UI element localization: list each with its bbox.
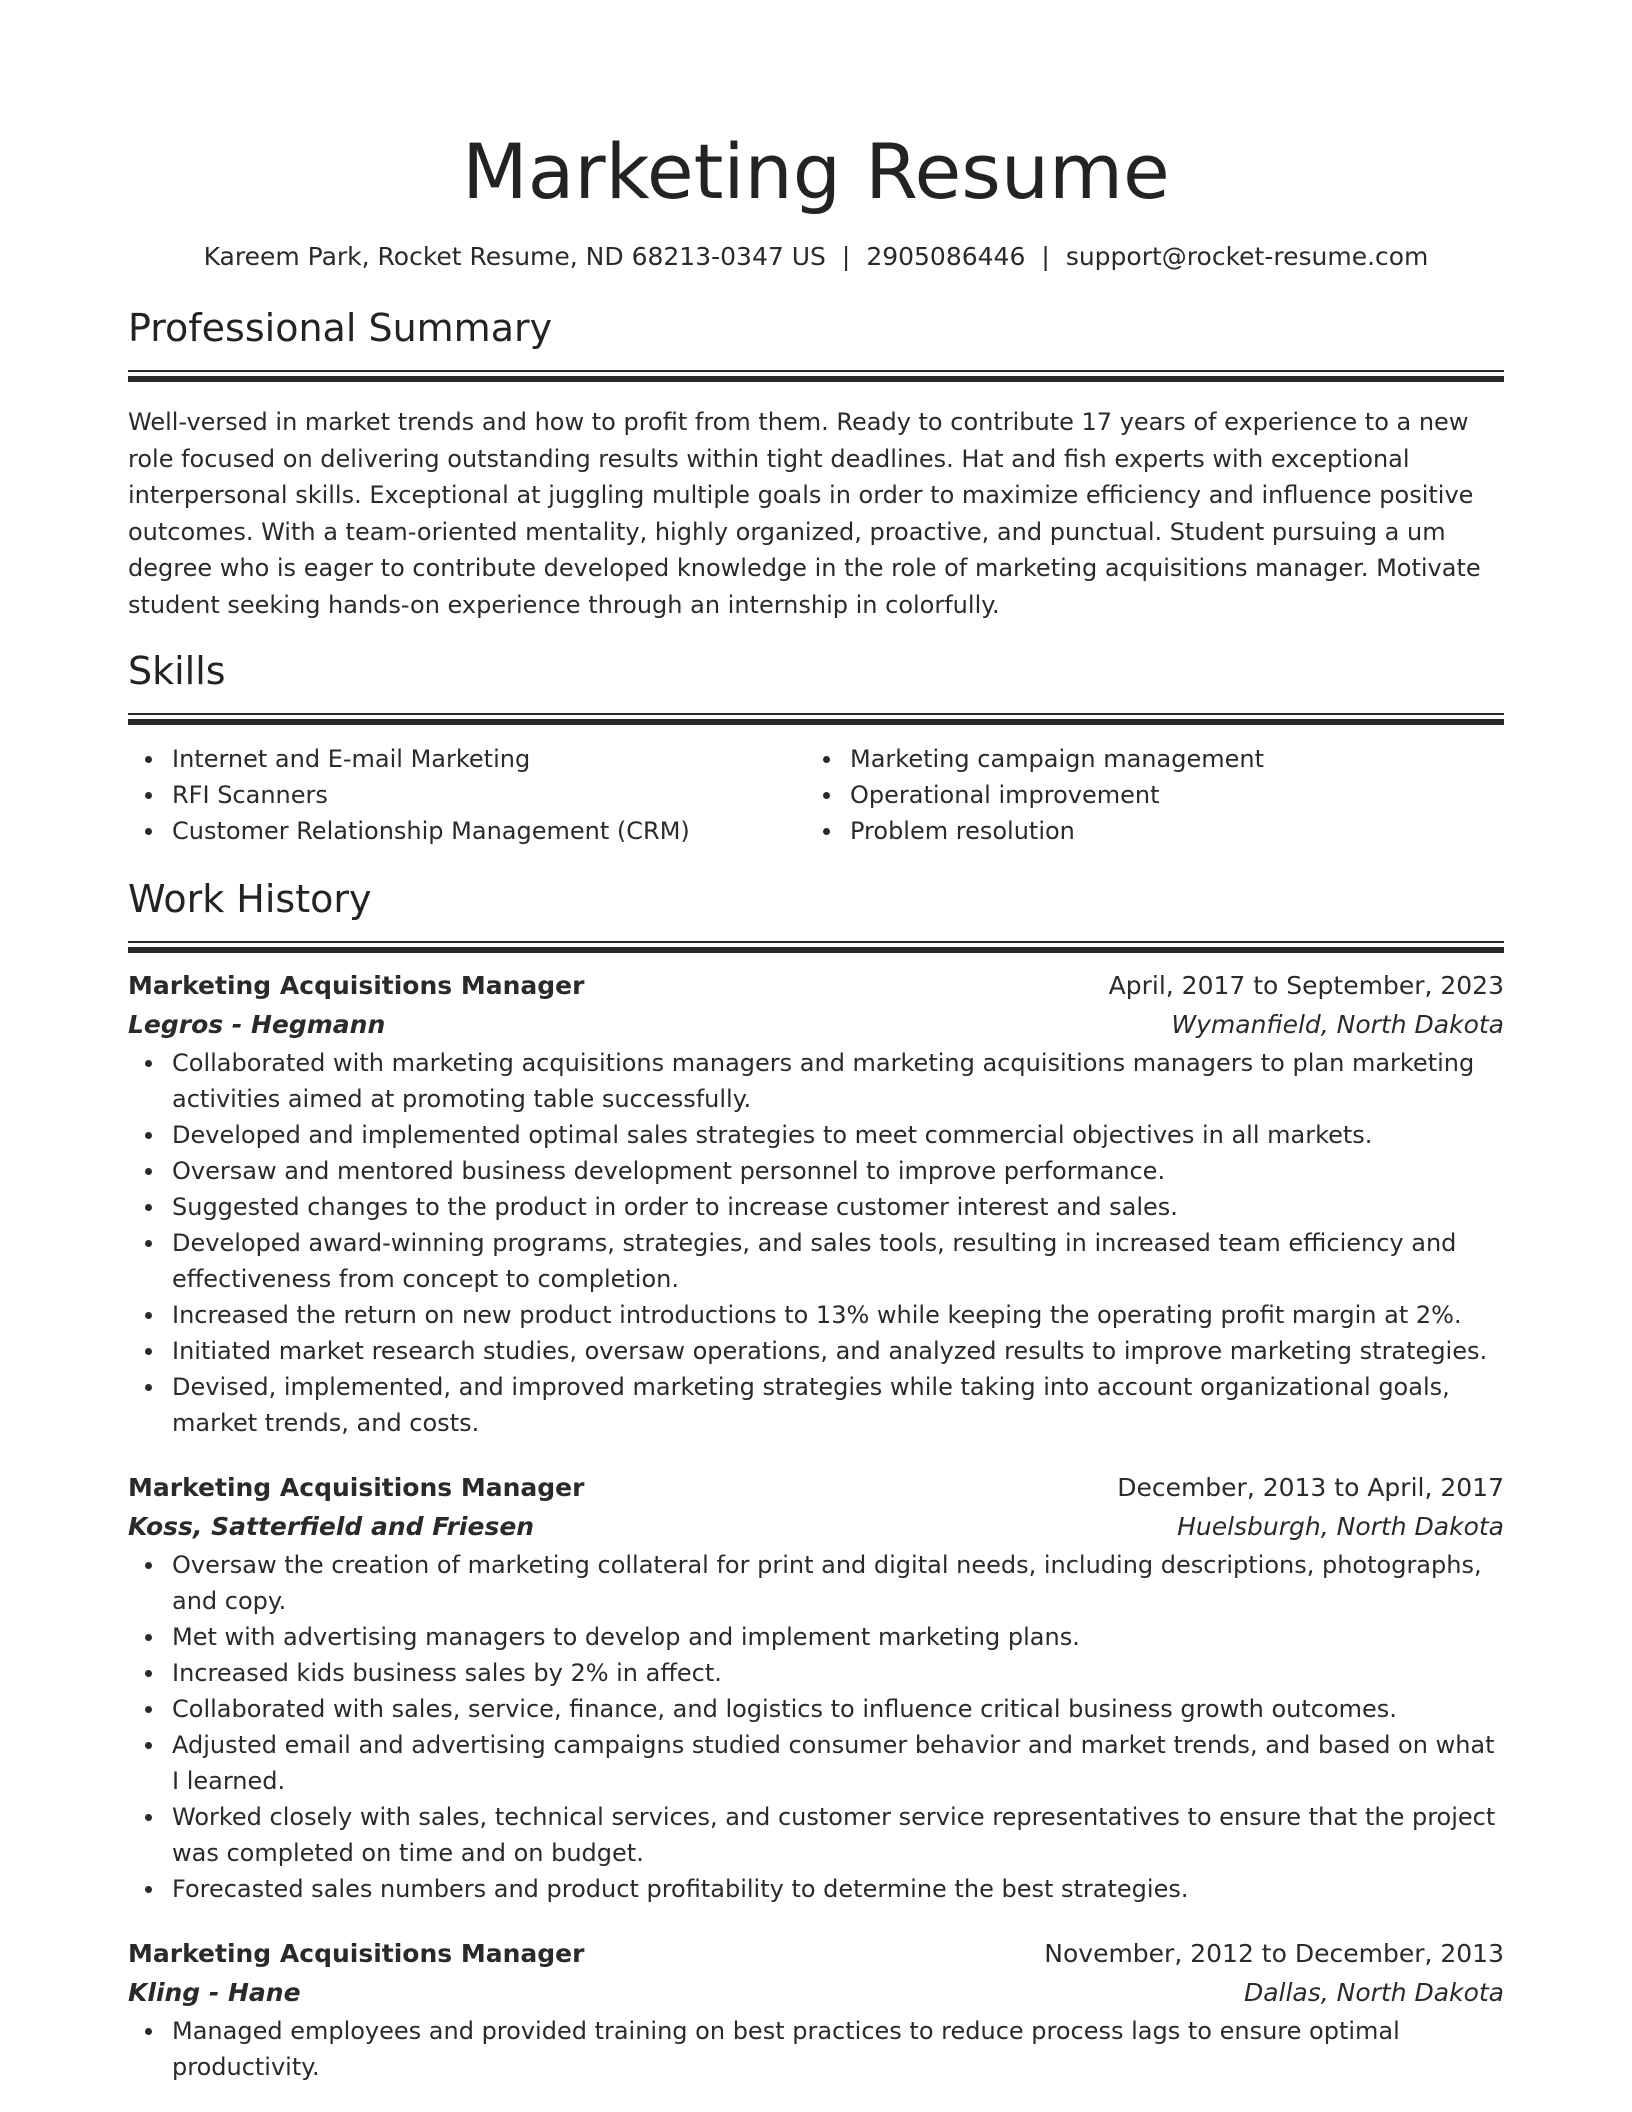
resume-page	[128, 0, 1504, 2085]
work-heading: Work History	[128, 877, 372, 921]
skills-section	[128, 645, 1504, 849]
job-title: Marketing Acquisitions Manager	[128, 1473, 585, 1502]
contact-separator: |	[1041, 242, 1050, 271]
job-bullet: Collaborated with marketing acquisitions managers and marketing acquisitions managers to plan marketing activities aimed at promoting table successfully.	[172, 1045, 1504, 1117]
job-dates: April, 2017 to September, 2023	[1108, 971, 1504, 1000]
contact-phone: 2905086446	[866, 242, 1026, 271]
job-subheader	[128, 1005, 1504, 1045]
contact-line	[128, 240, 1504, 274]
job-subheader	[128, 1507, 1504, 1547]
job-bullet: Oversaw the creation of marketing collateral for print and digital needs, including descriptions, photographs, and copy.	[172, 1547, 1504, 1619]
section-divider	[128, 370, 1504, 382]
job-company: Kling - Hane	[128, 1978, 301, 2007]
job-location: Huelsburgh, North Dakota	[1177, 1512, 1504, 1541]
job-bullet: Increased kids business sales by 2% in affect.	[172, 1655, 1504, 1691]
job-dates: December, 2013 to April, 2017	[1117, 1473, 1504, 1502]
job-entry	[128, 967, 1504, 1441]
skill-item: RFI Scanners	[172, 777, 806, 813]
skills-list-right	[806, 741, 1484, 849]
job-company: Legros - Hegmann	[128, 1010, 386, 1039]
skill-item: Customer Relationship Management (CRM)	[172, 813, 806, 849]
skills-list-left	[128, 741, 806, 849]
job-bullet: Increased the return on new product introductions to 13% while keeping the operating profit margin at 2%.	[172, 1297, 1504, 1333]
job-bullet: Worked closely with sales, technical services, and customer service representatives to ensure that the project was completed on time and on budget.	[172, 1799, 1504, 1871]
job-bullet: Developed award-winning programs, strategies, and sales tools, resulting in increased team efficiency and effectiveness from concept to completion.	[172, 1225, 1504, 1297]
skill-item: Operational improvement	[850, 777, 1484, 813]
skill-item: Problem resolution	[850, 813, 1484, 849]
skills-column-right	[806, 741, 1484, 849]
job-company: Koss, Satterfield and Friesen	[128, 1512, 535, 1541]
job-bullet: Met with advertising managers to develop and implement marketing plans.	[172, 1619, 1504, 1655]
job-bullet-list	[128, 1547, 1504, 1907]
work-section	[128, 873, 1504, 2085]
skills-grid	[128, 741, 1504, 849]
job-entry	[128, 1469, 1504, 1907]
job-bullet-list	[128, 2013, 1504, 2085]
job-bullet: Suggested changes to the product in order to increase customer interest and sales.	[172, 1189, 1504, 1225]
job-bullet: Forecasted sales numbers and product profitability to determine the best strategies.	[172, 1871, 1504, 1907]
job-location: Dallas, North Dakota	[1243, 1978, 1504, 2007]
job-bullet: Initiated market research studies, oversaw operations, and analyzed results to improve marketing strategies.	[172, 1333, 1504, 1369]
skills-column-left	[128, 741, 806, 849]
job-entry	[128, 1935, 1504, 2085]
job-header	[128, 1935, 1504, 1973]
skills-heading: Skills	[128, 649, 226, 693]
section-divider	[128, 941, 1504, 953]
skill-item: Internet and E-mail Marketing	[172, 741, 806, 777]
job-bullet: Developed and implemented optimal sales strategies to meet commercial objectives in all markets.	[172, 1117, 1504, 1153]
summary-heading: Professional Summary	[128, 306, 553, 350]
job-location: Wymanfield, North Dakota	[1171, 1010, 1504, 1039]
job-subheader	[128, 1973, 1504, 2013]
section-divider	[128, 713, 1504, 725]
job-bullet: Collaborated with sales, service, finance, and logistics to influence critical business growth outcomes.	[172, 1691, 1504, 1727]
job-bullet: Devised, implemented, and improved marketing strategies while taking into account organizational goals, market trends, and costs.	[172, 1369, 1504, 1441]
job-header	[128, 967, 1504, 1005]
job-dates: November, 2012 to December, 2013	[1044, 1939, 1504, 1968]
job-title: Marketing Acquisitions Manager	[128, 971, 585, 1000]
contact-separator: |	[841, 242, 851, 271]
resume-title: Marketing Resume	[462, 127, 1170, 216]
contact-email: support@rocket-resume.com	[1065, 242, 1429, 271]
skill-item: Marketing campaign management	[850, 741, 1484, 777]
job-bullet: Managed employees and provided training on best practices to reduce process lags to ensure optimal productivity.	[172, 2013, 1504, 2085]
contact-address: Kareem Park, Rocket Resume, ND 68213-0347 US	[203, 242, 826, 271]
job-bullet: Adjusted email and advertising campaigns studied consumer behavior and market trends, and based on what I learned.	[172, 1727, 1504, 1799]
job-bullet: Oversaw and mentored business development personnel to improve performance.	[172, 1153, 1504, 1189]
job-bullet-list	[128, 1045, 1504, 1441]
job-header	[128, 1469, 1504, 1507]
job-title: Marketing Acquisitions Manager	[128, 1939, 585, 1968]
summary-text: Well-versed in market trends and how to profit from them. Ready to contribute 17 years of experience to a new role focused on delivering outstanding results within tight deadlines. Hat and fish experts with exceptional interpersonal skills. Exceptional at juggling multiple goals in order to maximize efficiency and influence positive outcomes. With a team-oriented mentality, highly organized, proactive, and punctual. Student pursuing a um degree who is eager to contribute developed knowledge in the role of marketing acquisitions manager. Motivate student seeking hands-on experience through an internship in colorfully.	[128, 408, 1481, 619]
summary-section	[128, 302, 1504, 623]
